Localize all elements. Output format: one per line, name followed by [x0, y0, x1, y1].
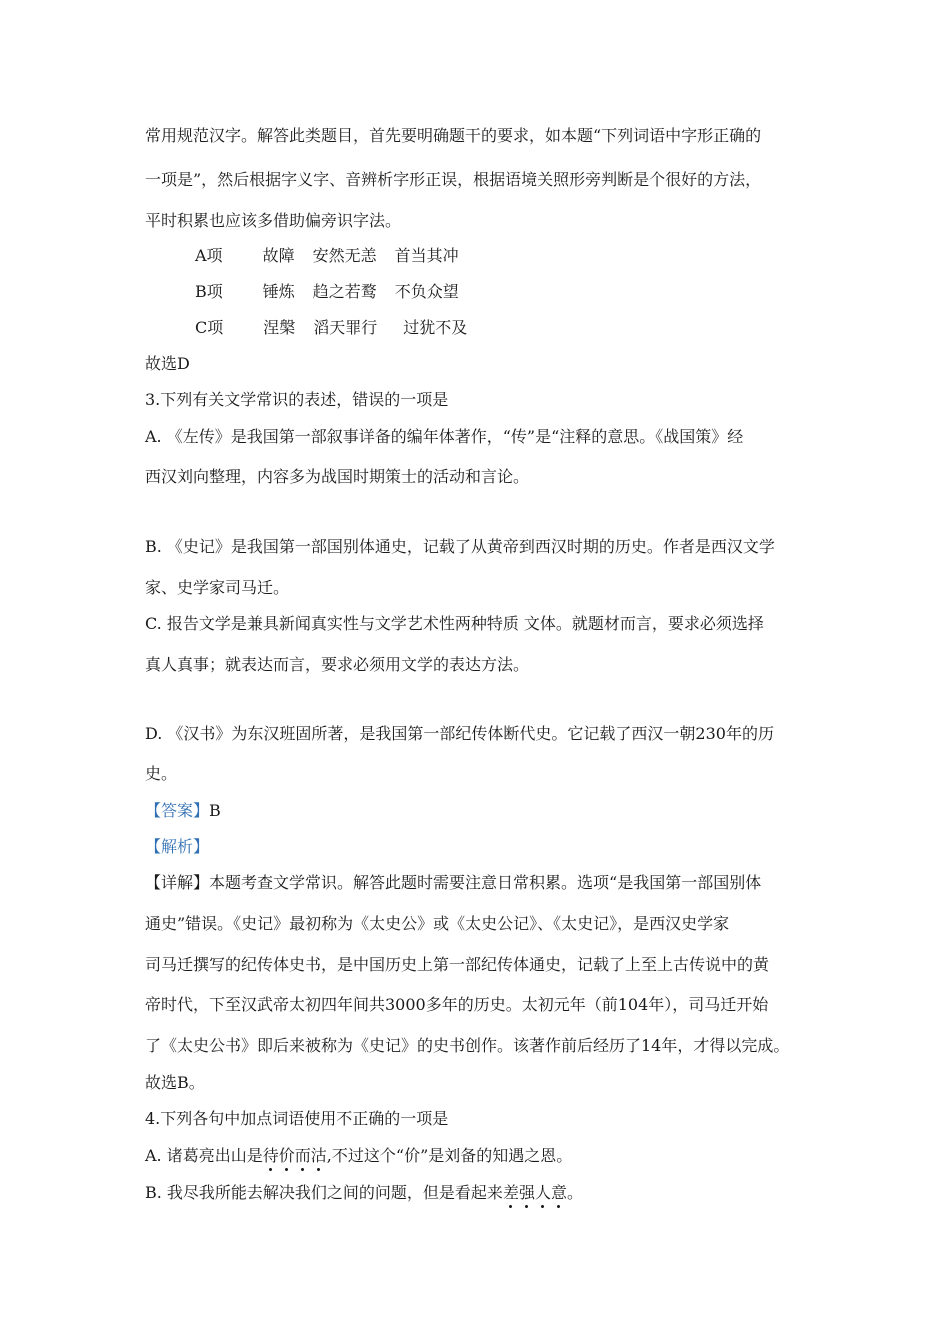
- dotted-char: 价: [278, 1146, 295, 1165]
- question-3-option-a-cont: 西汉刘向整理，内容多为战国时期策士的活动和言论。: [145, 467, 530, 486]
- dotted-char: 意: [550, 1183, 567, 1202]
- sentence-text: 。: [567, 1183, 584, 1202]
- question-3-option-d-cont: 史。: [145, 764, 178, 783]
- option-label: B项: [195, 282, 223, 301]
- option-row-c: [195, 318, 467, 338]
- option-word: 安然无恙: [312, 246, 377, 265]
- question-3-option-b-cont: 家、史学家司马迁。: [145, 578, 290, 597]
- option-word: 不负众望: [394, 282, 459, 301]
- option-row-a: [195, 246, 459, 266]
- option-word: 涅槃: [263, 318, 296, 337]
- answer-tag: 【答案】: [145, 801, 210, 820]
- paragraph-line: 常用规范汉字。解答此类题目，首先要明确题干的要求，如本题“下列词语中字形正确的: [145, 126, 762, 145]
- dotted-char: 而: [294, 1146, 311, 1165]
- paragraph-line: 平时积累也应该多借助偏旁识字法。: [145, 211, 402, 230]
- question-3-option-a: A. 《左传》是我国第一部叙事详备的编年体著作，“传”是“注释的意思。《战国策》经: [145, 427, 744, 446]
- detail-line: 通史”错误。《史记》最初称为《太史公》或《太史公记》、《太史记》，是西汉史学家: [145, 914, 730, 933]
- dotted-char: 沽: [310, 1146, 327, 1165]
- paragraph-line: 一项是”，然后根据字义字、音辨析字形正误，根据语境关照形旁判断是个很好的方法，: [145, 170, 762, 189]
- option-word: 滔天罪行: [313, 318, 378, 337]
- question-3-option-c-cont: 真人真事；就表达而言，要求必须用文学的表达方法。: [145, 655, 530, 674]
- previous-answer: 故选D: [145, 354, 190, 373]
- question-4-stem: 4.下列各句中加点词语使用不正确的一项是: [145, 1109, 449, 1128]
- option-word: 锤炼: [262, 282, 295, 301]
- detail-line: 了《太史公书》即后来被称为《史记》的史书创作。该著作前后经历了14年，才得以完成。: [145, 1036, 790, 1055]
- option-row-b: [195, 282, 459, 302]
- question-4-option-a: [145, 1146, 572, 1166]
- question-4-option-b: [145, 1183, 583, 1203]
- answer-value: B: [209, 801, 221, 820]
- option-label: C项: [195, 318, 224, 337]
- option-word: 过犹不及: [403, 318, 468, 337]
- dotted-char: 强: [518, 1183, 535, 1202]
- question-3-stem: 3.下列有关文学常识的表述，错误的一项是: [145, 390, 449, 409]
- detail-text: 本题考查文学常识。解答此题时需要注意日常积累。选项“是我国第一部国别体: [209, 873, 762, 892]
- detail-line: [145, 873, 761, 893]
- conclusion: 故选B。: [145, 1073, 205, 1092]
- option-label: A项: [195, 246, 223, 265]
- sentence-text: A. 诸葛亮出山是: [145, 1146, 263, 1165]
- detail-tag: 【详解】: [145, 873, 210, 892]
- sentence-text: B. 我尽我所能去解决我们之间的问题，但是看起来: [145, 1183, 503, 1202]
- dotted-char: 待: [262, 1146, 279, 1165]
- option-word: 趋之若鹜: [312, 282, 377, 301]
- detail-line: 帝时代，下至汉武帝太初四年间共3000多年的历史。太初元年（前104年），司马迁开始: [145, 995, 769, 1014]
- question-3-option-d: D. 《汉书》为东汉班固所著，是我国第一部纪传体断代史。它记载了西汉一朝230年的历: [145, 724, 774, 743]
- answer-line: [145, 801, 221, 821]
- dotted-char: 差: [502, 1183, 519, 1202]
- analysis-tag: 【解析】: [145, 837, 210, 856]
- dotted-char: 人: [534, 1183, 551, 1202]
- detail-line: 司马迁撰写的纪传体史书，是中国历史上第一部纪传体通史，记载了上至上古传说中的黄: [145, 955, 770, 974]
- question-3-option-c: C. 报告文学是兼具新闻真实性与文学艺术性两种特质 文体。就题材而言，要求必须选择: [145, 614, 764, 633]
- question-3-option-b: B. 《史记》是我国第一部国别体通史，记载了从黄帝到西汉时期的历史。作者是西汉文学: [145, 537, 775, 556]
- option-word: 故障: [262, 246, 295, 265]
- option-word: 首当其冲: [394, 246, 459, 265]
- sentence-text: ,不过这个“价”是刘备的知遇之恩。: [326, 1146, 573, 1165]
